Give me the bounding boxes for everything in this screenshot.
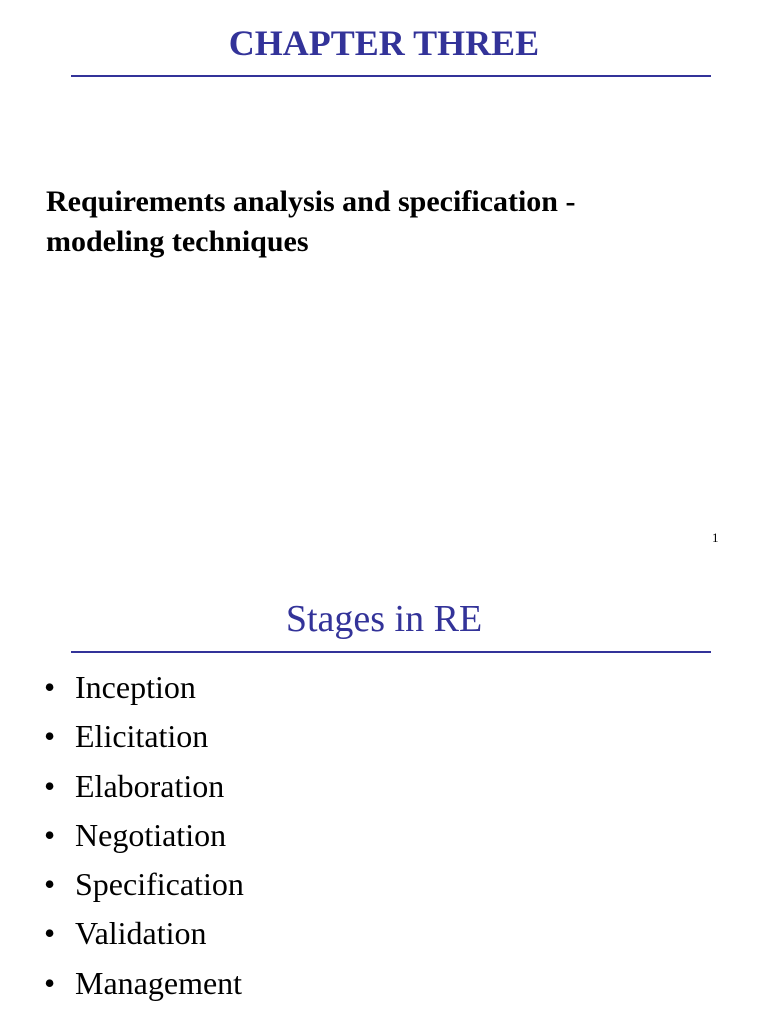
chapter-subtitle — [46, 182, 726, 262]
list-item — [44, 762, 244, 811]
bullet-icon: • — [44, 915, 56, 952]
list-item — [44, 959, 244, 1008]
list-item — [44, 663, 244, 712]
bullet-icon: • — [44, 718, 56, 755]
subtitle-line-2: modeling techniques — [46, 225, 309, 258]
slide-title: Stages in RE — [285, 598, 483, 640]
subtitle-line-1: Requirements analysis and specification - — [46, 185, 576, 218]
list-item — [44, 712, 244, 761]
list-item-label: Management — [75, 964, 243, 1001]
bullet-icon: • — [44, 669, 56, 705]
list-item-label: Validation — [75, 915, 207, 952]
list-item-label: Elicitation — [75, 718, 209, 755]
bullet-icon: • — [44, 816, 56, 853]
bullet-icon: • — [44, 964, 56, 1001]
chapter-title: CHAPTER THREE — [228, 23, 540, 63]
bullet-icon: • — [44, 767, 56, 804]
list-item — [44, 811, 244, 860]
page-number: 1 — [712, 530, 719, 545]
list-item — [44, 860, 244, 909]
title-divider — [71, 651, 711, 653]
slide-stages-in-re — [0, 576, 768, 1024]
bullet-icon: • — [44, 866, 56, 903]
list-item — [44, 909, 244, 958]
list-item-label: Negotiation — [75, 816, 227, 853]
list-item-label: Inception — [75, 669, 196, 705]
title-divider — [71, 75, 711, 77]
list-item-label: Specification — [75, 866, 244, 903]
stages-list — [44, 663, 244, 1008]
list-item-label: Elaboration — [75, 767, 225, 804]
